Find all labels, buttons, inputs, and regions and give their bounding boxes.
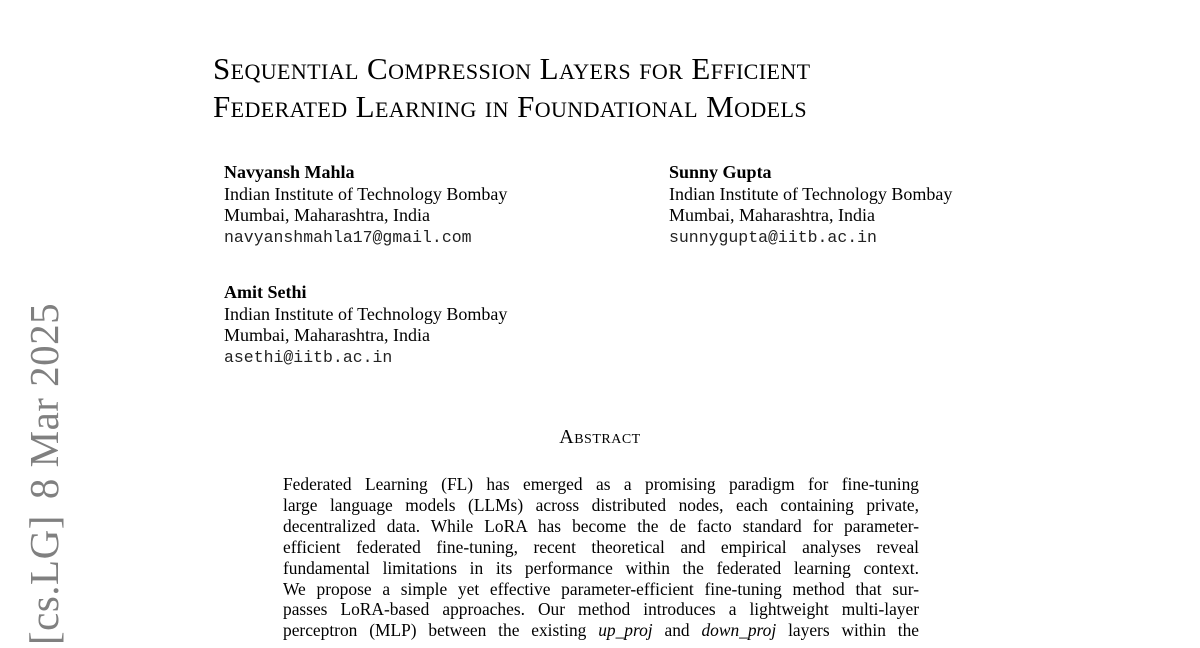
abstract-line: decentralized data. While LoRA has become the de facto standard for parameter- xyxy=(283,515,919,536)
author-email[interactable]: sunnygupta@iitb.ac.in xyxy=(669,227,877,247)
author-location: Mumbai, Maharashtra, India xyxy=(224,325,430,345)
abstract-text: perceptron (MLP) between the existing xyxy=(283,620,587,641)
abstract-line: We propose a simple yet effective parameter-efficient fine-tuning method that sur- xyxy=(283,578,919,599)
arxiv-date: 8 Mar 2025 xyxy=(21,302,67,500)
author-location: Mumbai, Maharashtra, India xyxy=(669,205,875,225)
author-email[interactable]: navyanshmahla17@gmail.com xyxy=(224,227,472,247)
abstract-line: fundamental limitations in its performance within the federated learning context. xyxy=(283,557,919,578)
author-block xyxy=(224,282,507,368)
arxiv-category: [cs.LG] xyxy=(21,515,67,645)
author-block xyxy=(669,162,952,248)
paper-title xyxy=(213,50,1113,126)
abstract-line: passes LoRA-based approaches. Our method introduces a lightweight multi-layer xyxy=(283,599,919,620)
author-name: Sunny Gupta xyxy=(669,162,772,182)
author-location: Mumbai, Maharashtra, India xyxy=(224,205,430,225)
abstract-body xyxy=(283,474,919,641)
author-name: Navyansh Mahla xyxy=(224,162,355,182)
abstract-line: efficient federated fine-tuning, recent theoretical and empirical analyses reveal xyxy=(283,536,919,557)
abstract-line: large language models (LLMs) across distributed nodes, each containing private, xyxy=(283,494,919,515)
author-affiliation: Indian Institute of Technology Bombay xyxy=(224,183,508,204)
author-email[interactable]: asethi@iitb.ac.in xyxy=(224,347,393,367)
abstract-text: and xyxy=(664,620,690,641)
abstract-term-down-proj: down_proj xyxy=(701,620,777,641)
abstract-line-last xyxy=(283,620,919,641)
abstract-text: layers within the xyxy=(788,620,919,641)
abstract-heading: Abstract xyxy=(559,426,641,448)
abstract-term-up-proj: up_proj xyxy=(598,620,653,641)
author-name: Amit Sethi xyxy=(224,282,307,302)
author-block xyxy=(224,162,507,248)
abstract-line: Federated Learning (FL) has emerged as a promising paradigm for fine-tuning xyxy=(283,474,919,494)
paper-title-line-1: Sequential Compression Layers for Efficient xyxy=(213,51,811,86)
paper-title-line-2: Federated Learning in Foundational Models xyxy=(213,89,807,124)
arxiv-stamp xyxy=(21,302,67,645)
author-affiliation: Indian Institute of Technology Bombay xyxy=(224,303,508,324)
author-affiliation: Indian Institute of Technology Bombay xyxy=(669,183,953,204)
